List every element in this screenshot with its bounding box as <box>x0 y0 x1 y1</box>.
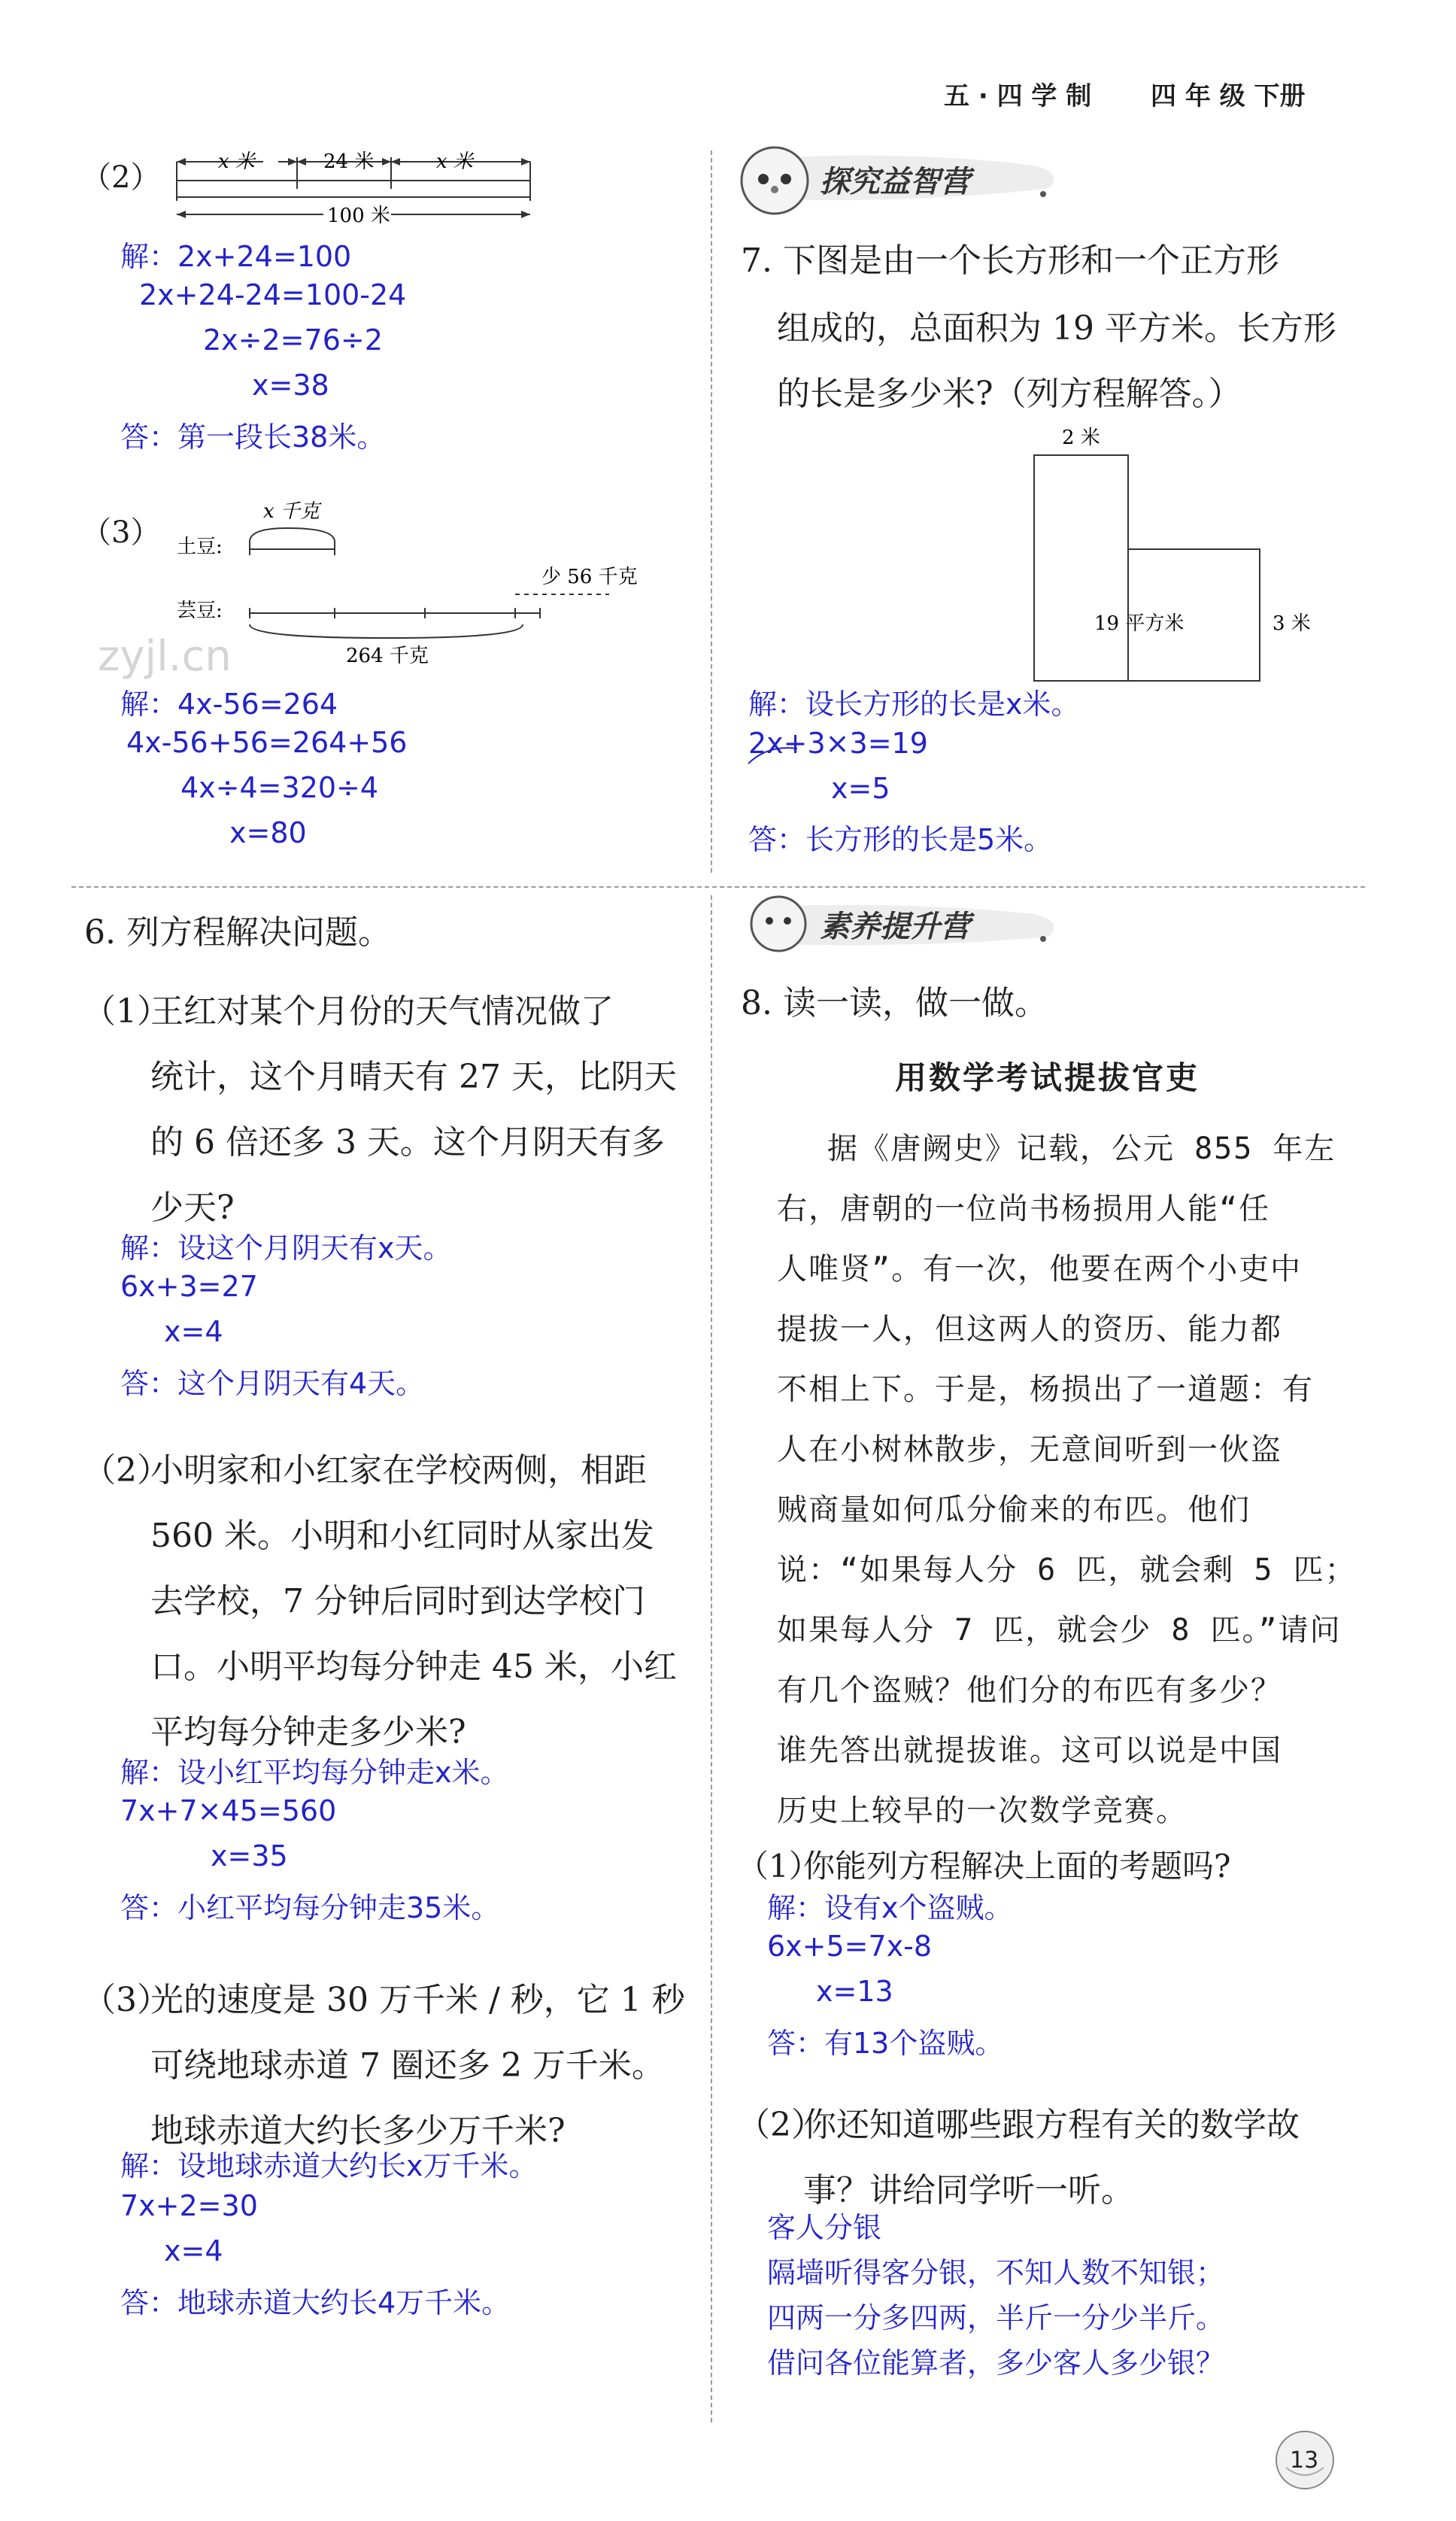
section-divider <box>71 886 1365 888</box>
watermark: zyjl.cn <box>98 632 232 681</box>
q6-3-text-1: 光的速度是 30 万千米 / 秒，它 1 秒 <box>150 1981 685 2019</box>
q6-3-number: （3） <box>83 1981 170 2019</box>
q6-2-answer-4: 答：小红平均每分钟走35米。 <box>120 1891 500 1924</box>
q6-2-answer-2: 7x+7×45=560 <box>120 1794 337 1827</box>
q6-2-text-1: 小明家和小红家在学校两侧，相距 <box>150 1451 647 1490</box>
banner-explore <box>733 143 1079 218</box>
q7-text-2: 组成的，总面积为 19 平方米。长方形 <box>777 309 1336 348</box>
q7-answer-2: 2x+3×3=19 <box>748 727 928 760</box>
page-number: 13 <box>1290 2447 1319 2474</box>
label-weight: x 千克 <box>263 500 320 523</box>
q6-title: 6. 列方程解决问题。 <box>84 913 391 952</box>
q6-3-answer-3: x=4 <box>164 2234 223 2267</box>
rectangle-square-figure <box>1008 418 1339 688</box>
q8-1-answer-4: 答：有13个盗贼。 <box>767 2027 1004 2060</box>
diagram-label-100: 100 米 <box>327 205 390 227</box>
q8-1-number: （1） <box>737 1848 821 1885</box>
story-line-6: 人在小树林散步，无意间听到一伙盗 <box>777 1432 1282 1467</box>
page-number-badge <box>1271 2426 1339 2494</box>
q6-3-text-2: 可绕地球赤道 7 圈还多 2 万千米。 <box>150 2046 665 2085</box>
problem-3-number: （3） <box>81 515 161 550</box>
q6-1-answer-4: 答：这个月阴天有4天。 <box>120 1367 425 1400</box>
q8-title: 8. 读一读，做一做。 <box>741 984 1048 1022</box>
q8-1-answer-1: 解：设有x个盗贼。 <box>767 1891 1013 1924</box>
figure-label-width: 2 米 <box>1062 427 1100 449</box>
q6-2-number: （2） <box>83 1451 170 1490</box>
diagram-label-x1: x 米 <box>218 150 255 173</box>
diagram-label-24: 24 米 <box>323 150 375 173</box>
column-divider-top <box>711 150 712 873</box>
story-line-4: 提拔一人，但这两人的资历、能力都 <box>777 1312 1282 1347</box>
story-line-9: 如果每人分 7 匹，就会少 8 匹。”请问 <box>777 1613 1342 1648</box>
story-title: 用数学考试提拔官吏 <box>895 1059 1200 1096</box>
correction-mark <box>745 741 805 771</box>
p2-line-4: x=38 <box>252 369 329 402</box>
story-line-8: 说：“如果每人分 6 匹，就会剩 5 匹； <box>777 1553 1357 1587</box>
q7-answer-1: 解：设长方形的长是x米。 <box>748 688 1080 721</box>
label-bean: 芸豆: <box>177 600 223 622</box>
p3-line-1: 解：4x-56=264 <box>120 688 338 721</box>
q7-answer-3: x=5 <box>831 772 890 805</box>
story-line-7: 贼商量如何瓜分偷来的布匹。他们 <box>777 1493 1251 1527</box>
p2-line-3: 2x÷2=76÷2 <box>203 323 383 357</box>
q6-1-answer-2: 6x+3=27 <box>120 1270 258 1303</box>
q6-1-answer-3: x=4 <box>164 1315 223 1348</box>
figure-label-area: 19 平方米 <box>1094 612 1185 635</box>
header-grade: 四 年 级 下册 <box>1151 81 1306 111</box>
p3-line-4: x=80 <box>229 816 307 849</box>
q8-1-answer-3: x=13 <box>816 1975 893 2008</box>
banner-explore-text: 探究益智营 <box>820 165 970 199</box>
q6-2-answer-1: 解：设小红平均每分钟走x米。 <box>120 1756 509 1789</box>
segment-diagram <box>173 147 534 229</box>
story-line-11: 谁先答出就提拔谁。这可以说是中国 <box>777 1733 1282 1768</box>
figure-label-side: 3 米 <box>1272 612 1311 635</box>
p3-line-3: 4x÷4=320÷4 <box>180 771 379 804</box>
q6-2-text-4: 口。小明平均每分钟走 45 米，小红 <box>150 1648 677 1686</box>
q8-2-answer-3: 四两一分多四两，半斤一分少半斤。 <box>767 2301 1225 2334</box>
label-total: 264 千克 <box>346 645 429 667</box>
p2-line-2: 2x+24-24=100-24 <box>139 278 407 311</box>
p2-line-1: 解：2x+24=100 <box>120 240 352 273</box>
q6-1-text-3: 的 6 倍还多 3 天。这个月阴天有多 <box>150 1123 665 1162</box>
q6-2-answer-3: x=35 <box>211 1839 288 1873</box>
column-divider-bottom <box>711 895 712 2422</box>
p3-line-2: 4x-56+56=264+56 <box>126 726 408 759</box>
banner-literacy <box>733 895 1079 955</box>
q6-2-text-3: 去学校，7 分钟后同时到达学校门 <box>150 1582 645 1620</box>
q6-2-text-2: 560 米。小明和小红同时从家出发 <box>150 1517 654 1555</box>
q6-3-answer-4: 答：地球赤道大约长4万千米。 <box>120 2286 511 2319</box>
p2-line-5: 答：第一段长38米。 <box>120 421 386 454</box>
q6-3-answer-1: 解：设地球赤道大约长x万千米。 <box>120 2149 538 2182</box>
q6-2-text-5: 平均每分钟走多少米? <box>150 1713 466 1751</box>
q8-2-number: （2） <box>737 2106 824 2144</box>
q6-1-text-2: 统计，这个月晴天有 27 天，比阴天 <box>150 1058 677 1096</box>
q8-2-answer-1: 客人分银 <box>767 2211 882 2244</box>
q6-1-text-1: 王红对某个月份的天气情况做了 <box>150 992 614 1031</box>
story-line-1: 据《唐阙史》记载，公元 855 年左 <box>827 1131 1336 1166</box>
story-line-5: 不相上下。于是，杨损出了一道题：有 <box>777 1372 1314 1407</box>
q7-answer-4: 答：长方形的长是5米。 <box>748 823 1053 856</box>
story-line-2: 右，唐朝的一位尚书杨损用人能“任 <box>777 1192 1271 1226</box>
story-line-3: 人唯贤”。有一次，他要在两个小吏中 <box>777 1252 1303 1286</box>
q8-2-text-1: 你还知道哪些跟方程有关的数学故 <box>803 2106 1300 2144</box>
weight-diagram <box>173 489 654 685</box>
story-line-12: 历史上较早的一次数学竞赛。 <box>777 1794 1188 1828</box>
q8-1-text: 你能列方程解决上面的考题吗? <box>803 1848 1231 1885</box>
banner-literacy-text: 素养提升营 <box>820 910 970 944</box>
q8-2-answer-2: 隔墙听得客分银，不知人数不知银； <box>767 2256 1225 2289</box>
header-series: 五 · 四 学 制 <box>944 81 1092 111</box>
q6-1-number: （1） <box>83 992 170 1031</box>
q6-1-text-4: 少天? <box>150 1189 235 1227</box>
diagram-label-x2: x 米 <box>436 150 473 173</box>
q8-1-answer-2: 6x+5=7x-8 <box>767 1930 933 1963</box>
q8-2-answer-4: 借问各位能算者，多少客人多少银？ <box>767 2346 1225 2380</box>
label-potato: 土豆: <box>177 536 223 558</box>
q6-3-answer-2: 7x+2=30 <box>120 2189 258 2222</box>
problem-2-number: （2） <box>81 160 161 195</box>
q7-text-1: 7. 下图是由一个长方形和一个正方形 <box>741 241 1279 280</box>
q7-text-3: 的长是多少米?（列方程解答。） <box>777 375 1242 413</box>
q6-3-text-3: 地球赤道大约长多少万千米? <box>150 2112 566 2150</box>
label-less: 少 56 千克 <box>541 566 638 588</box>
q6-1-answer-1: 解：设这个月阴天有x天。 <box>120 1232 452 1265</box>
story-line-10: 有几个盗贼？他们分的布匹有多少？ <box>777 1673 1282 1708</box>
q8-2-text-2: 事？讲给同学听一听。 <box>803 2171 1134 2210</box>
